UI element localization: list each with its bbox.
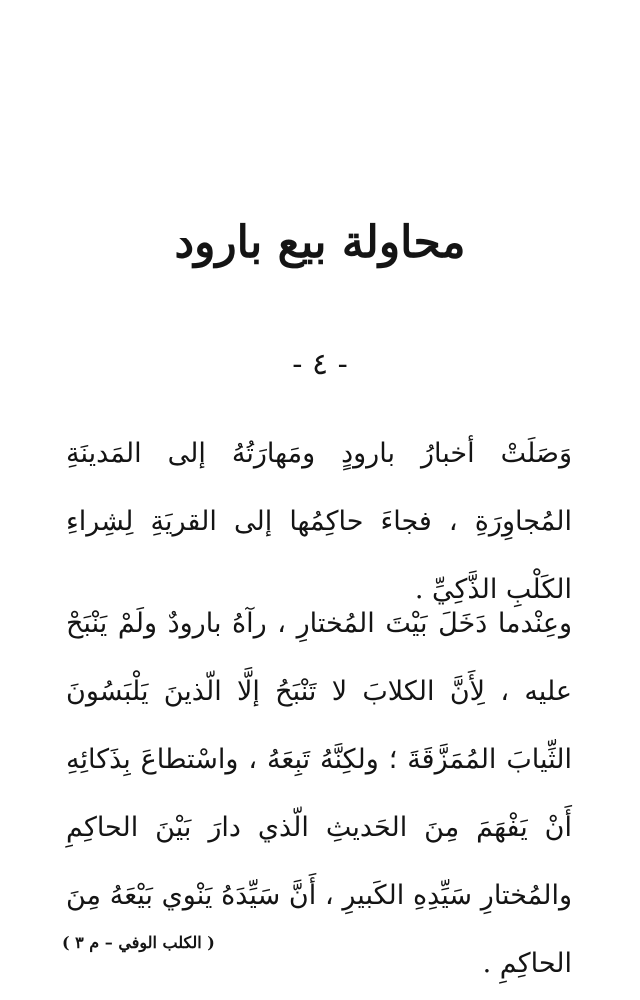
chapter-number: - ٤ - xyxy=(292,347,348,382)
chapter-title: محاولة بيع بارود xyxy=(174,217,466,268)
paragraph-1: وَصَلَتْ أخبارُ بارودٍ ومَهارَتُهُ إلى المَدينَةِ المُجاوِرَةِ ، فجاءَ حاكِمُها إلى القريَةِ لِشِراءِ الكَلْبِ الذَّكِيِّ . xyxy=(66,438,572,605)
page-footer-signature: ( الكلب الوفي – م ٣ ) xyxy=(62,933,215,952)
paragraph-2: وعِنْدما دَخَلَ بَيْتَ المُختارِ ، رآهُ بارودٌ ولَمْ يَنْبَحْ عليه ، لِأَنَّ الكلابَ لا تَنْبَحُ إلَّا الّذينَ يَلْبَسُونَ الثِّيابَ المُمَزَّقَةَ ؛ ولكِنَّهُ تَبِعَهُ ، واسْتطاعَ بِذَكائِهِ أَنْ يَفْهَمَ مِنَ الحَديثِ الّذي دارَ بَيْنَ الحاكِمِ والمُختارِ سَيِّدِهِ الكَبيرِ ، أَنَّ سَيِّدَهُ يَنْوي بَيْعَهُ مِنَ الحاكِمِ . xyxy=(66,608,572,979)
